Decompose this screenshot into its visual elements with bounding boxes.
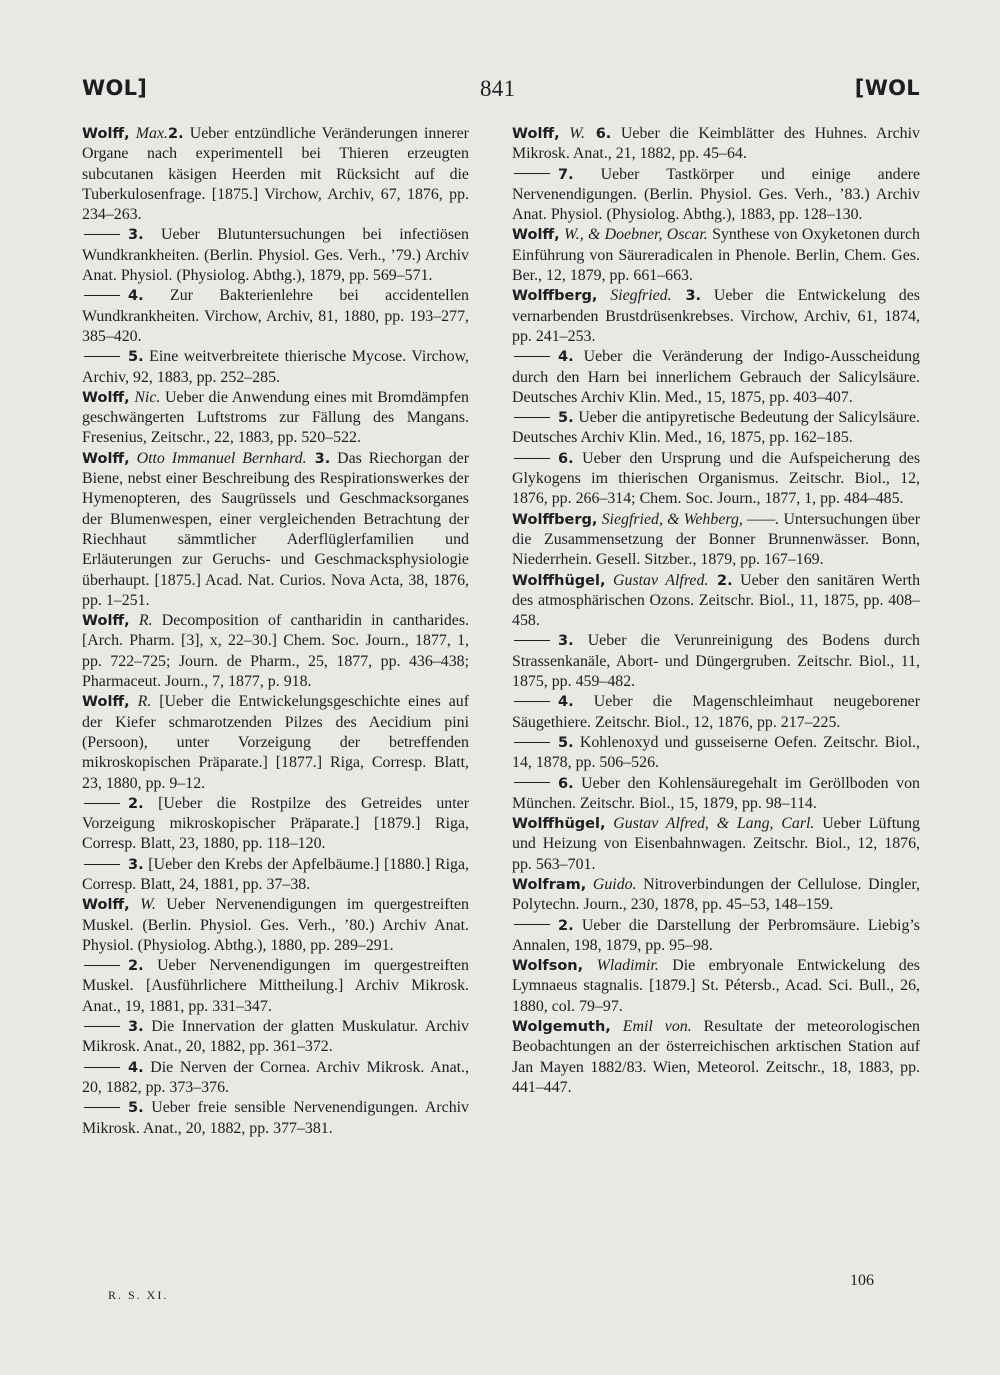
entry-text: Ueber Tastkörper und einige andere Nervenendigungen. (Berlin. Physiol. Ges. Verh., ’83.) Archiv Anat. Physiol. (Physiolog. Abthg.), 1883, pp. 128–130. (512, 165, 920, 224)
entry-author-forename: Guido. (586, 875, 637, 893)
ditto-rule (514, 458, 550, 459)
entry-text: [Ueber die Rostpilze des Getreides unter Vorzeigung mikroskopischer Präparate.] [1879.] Riga, Corresp. Blatt, 23, 1880, pp. 118–120. (82, 794, 469, 853)
entry-text: Ueber den sanitären Werth des atmosphärischen Ozons. Zeitschr. Biol., 11, 1875, pp. 408–458. (512, 571, 921, 630)
bibliography-entry (512, 692, 920, 733)
right-column (512, 124, 920, 1098)
page-number: 841 (480, 76, 516, 101)
bibliography-entry (82, 611, 469, 692)
entry-text: Ueber den Kohlensäuregehalt im Geröllboden von München. Zeitschr. Biol., 15, 1879, pp. 98–114. (512, 774, 920, 812)
entry-number: 7. (558, 166, 574, 183)
entry-number: 3. (306, 450, 331, 467)
bibliography-entry (82, 692, 469, 793)
entry-text: Ueber die Verunreinigung des Bodens durch Strassenkanäle, Abort- und Düngergruben. Zeitschr. Biol., 11, 1875, pp. 459–482. (512, 632, 920, 691)
entry-text: Nitroverbindungen der Cellulose. Dingler, Polytechn. Journ., 230, 1878, pp. 45–53, 148–159. (512, 875, 920, 914)
bibliography-entry (82, 1017, 469, 1058)
entry-author: Wolgemuth, (512, 1019, 611, 1036)
entry-number: 2. (558, 917, 574, 934)
bibliography-entry (82, 449, 469, 611)
entry-author: Wolff, (82, 694, 130, 711)
entry-author: Wolffberg, (512, 511, 598, 528)
ditto-rule (84, 1026, 120, 1027)
bibliography-entry (82, 1058, 469, 1099)
entry-author: Wolff, (82, 126, 130, 142)
entry-number: 2. (128, 958, 144, 975)
bibliography-entry (82, 225, 469, 286)
entry-text: Zur Bakterienlehre bei accidentellen Wundkrankheiten. Virchow, Archiv, 81, 1880, pp. 193–277, 385–420. (82, 287, 469, 345)
signature-mark: R. S. XI. (108, 1288, 169, 1302)
bibliography-entry (82, 124, 469, 225)
entry-author-forename: Otto Immanuel Bernhard. (129, 449, 307, 467)
bibliography-entry (512, 733, 920, 774)
bibliography-entry (512, 1017, 920, 1098)
bibliography-entry (82, 388, 469, 449)
bibliography-entry (82, 286, 469, 347)
entry-text: Ueber die antipyretische Bedeutung der Salicylsäure. Deutsches Archiv Klin. Med., 16, 1875, pp. 162–185. (512, 409, 920, 447)
sheet-number: 106 (850, 1272, 874, 1289)
entry-author-forename: Wladimir. (583, 957, 659, 975)
entry-author: Wolff, (512, 126, 560, 142)
entry-author: Wolfram, (512, 876, 587, 893)
bibliography-entry (512, 631, 920, 692)
ditto-rule (84, 864, 120, 865)
entry-author: Wolff, (82, 389, 130, 406)
ditto-rule (84, 803, 120, 804)
entry-text: Die embryonale Entwickelung des Lymnaeus stagnalis. [1879.] St. Pétersb., Acad. Sci. Bull., 26, 1880, col. 79–97. (512, 957, 920, 1015)
ditto-rule (84, 234, 120, 235)
entry-author-forename: Max. (129, 125, 168, 142)
entry-text: Ueber Blutuntersuchungen bei infectiösen Wundkrankheiten. (Berlin. Physiol. Ges. Verh., ’79.) Archiv Anat. Physiol. (Physiolog. Abthg.), 1879, pp. 569–571. (82, 226, 469, 285)
ditto-rule (514, 701, 550, 702)
entry-number: 4. (128, 1059, 144, 1076)
ditto-rule (84, 295, 120, 296)
bibliography-entry (512, 814, 920, 875)
entry-text: [Ueber die Entwickelungsgeschichte eines auf der Kiefer schmarotzenden Pilzes des Aecidium pini (Persoon), unter Vorzeigung der betreffenden mikroskopischen Präparate.] [1877.] Riga, Corresp. Blatt, 23, 1880, pp. 9–12. (82, 693, 469, 792)
entry-number: 3. (128, 227, 144, 244)
ditto-rule (514, 356, 550, 357)
entry-text: [Ueber den Krebs der Apfelbäume.] [1880.] Riga, Corresp. Blatt, 24, 1881, pp. 37–38. (82, 855, 469, 893)
ditto-rule (84, 965, 120, 966)
entry-number: 5. (558, 410, 574, 427)
entry-author: Wolff, (82, 897, 130, 914)
entry-author-forename: Nic. (129, 388, 161, 406)
entry-text: Ueber die Anwendung eines mit Bromdämpfen geschwängerten Luftstroms zur Fällung des Mangans. Fresenius, Zeitschr., 22, 1883, pp. 520–522. (82, 388, 469, 447)
entry-number: 5. (128, 349, 144, 366)
entry-author: Wolffhügel, (512, 572, 606, 589)
entry-number: 2. (168, 126, 184, 142)
bibliography-entry (82, 794, 469, 855)
entry-number: 5. (558, 734, 574, 751)
bibliography-entry (512, 225, 920, 286)
entry-text: Ueber die Veränderung der Indigo-Ausscheidung durch den Harn bei innerlichem Gebrauch der Salicylsäure. Deutsches Archiv Klin. Med., 15, 1875, pp. 403–407. (512, 348, 920, 406)
entry-text: Ueber entzündliche Veränderungen innerer Organe nach experimentell bei Thieren erzeugten subcutanen käsigen Heerden mit Rücksicht auf die Tuberkulosenfrage. [1875.] Virchow, Archiv, 67, 1876, pp. 234–263. (82, 125, 469, 224)
bibliography-entry (512, 347, 920, 408)
entry-author: Wolff, (512, 227, 560, 244)
entry-author-forename: W. (559, 125, 586, 142)
entry-number: 6. (585, 126, 612, 142)
entry-text: Ueber den Ursprung und die Aufspeicherung des Glykogens im thierischen Organismus. Zeitschr. Biol., 12, 1876, pp. 266–314; Chem. Soc. Journ., 1877, 1, pp. 484–485. (512, 449, 920, 508)
entry-text: Ueber freie sensible Nervenendigungen. Archiv Mikrosk. Anat., 20, 1882, pp. 377–381. (82, 1099, 469, 1137)
ditto-rule (514, 417, 550, 418)
ditto-rule (514, 173, 550, 174)
entry-author-forename: R. (129, 612, 153, 630)
entry-author-forename: Gustav Alfred. (605, 571, 709, 589)
entry-author-forename: W. (129, 896, 156, 914)
entry-text: Ueber Nervenendigungen im quergestreiften Muskel. [Ausführlichere Mittheilung.] Archiv Mikrosk. Anat., 19, 1881, pp. 331–347. (82, 957, 469, 1015)
bibliography-entry (82, 956, 469, 1017)
entry-text: Ueber die Keimblätter des Huhnes. Archiv Mikrosk. Anat., 21, 1882, pp. 45–64. (512, 125, 920, 163)
entry-text: Decomposition of cantharidin in cantharides. [Arch. Pharm. [3], x, 22–30.] Chem. Soc. Journ., 1877, 1, pp. 722–725; Journ. de Pharm., 25, 1877, pp. 436–438; Pharmaceut. Journ., 7, 1877, p. 918. (82, 612, 469, 691)
bibliography-entry (512, 956, 920, 1017)
entry-text: Das Riechorgan der Biene, nebst einer Beschreibung des Respirationswerkes der Hymenopteren, des Saugrüssels und Geschmacksorganes der Blumenwespen, einer vergleichenden Betrachtung der Riechhaut sämmtlicher Aderflüglerfamilien und Erläuterungen zur Geruchs- und Geschmacksphysiologie überhaupt. [1875.] Acad. Nat. Curios. Nova Acta, 38, 1876, pp. 1–251. (82, 449, 469, 609)
entry-text: Kohlenoxyd und gusseiserne Oefen. Zeitschr. Biol., 14, 1878, pp. 506–526. (512, 733, 920, 772)
entry-number: 6. (558, 450, 574, 467)
entry-text: Resultate der meteorologischen Beobachtungen an der österreichischen arktischen Station auf Jan Mayen 1882/83. Wien, Meteorol. Zeitschr., 18, 1883, pp. 441–447. (512, 1018, 920, 1096)
entry-number: 4. (558, 349, 574, 366)
entry-author-forename: R. (129, 693, 152, 711)
entry-author: Wolfson, (512, 958, 584, 975)
entry-text: Die Nerven der Cornea. Archiv Mikrosk. Anat., 20, 1882, pp. 373–376. (82, 1058, 469, 1096)
entry-text: Eine weitverbreitete thierische Mycose. Virchow, Archiv, 92, 1883, pp. 252–285. (82, 348, 469, 386)
entry-author-forename: Gustav Alfred, & Lang, Carl. (605, 815, 815, 833)
entry-number: 4. (558, 694, 574, 711)
ditto-rule (514, 924, 550, 925)
bibliography-entry (512, 124, 920, 165)
entry-author: Wolffberg, (512, 288, 598, 305)
bibliography-entry (512, 449, 920, 510)
entry-author: Wolff, (82, 450, 130, 467)
entry-number: 2. (708, 572, 733, 589)
bibliography-entry (82, 1098, 469, 1139)
entry-number: 5. (128, 1100, 144, 1117)
ditto-rule (84, 356, 120, 357)
bibliography-entry (82, 347, 469, 388)
entry-author-forename: W., & Doebner, Oscar. (559, 226, 708, 244)
ditto-rule (84, 1107, 120, 1108)
left-column (82, 124, 469, 1139)
entry-text: Die Innervation der glatten Muskulatur. Archiv Mikrosk. Anat., 20, 1882, pp. 361–372. (82, 1018, 469, 1056)
entry-text: Ueber die Entwickelung des vernarbenden Brustdrüsenkrebses. Virchow, Archiv, 61, 1874, pp. 241–253. (512, 287, 920, 345)
ditto-rule (514, 640, 550, 641)
running-head-left: WOL] (82, 76, 148, 100)
entry-number: 3. (128, 856, 144, 873)
bibliography-entry (82, 895, 469, 956)
ditto-rule (84, 1067, 120, 1068)
entry-number: 2. (128, 795, 144, 812)
entry-text: Ueber die Magenschleimhaut neugeborener Säugethiere. Zeitschr. Biol., 12, 1876, pp. 217–225. (512, 693, 920, 731)
bibliography-entry (512, 408, 920, 449)
entry-text: Untersuchungen über die Zusammensetzung der Bonner Brunnenwässer. Bonn, Niederrhein. Gesell. Sitzber., 1879, pp. 167–169. (512, 510, 920, 569)
bibliography-entry (512, 916, 920, 957)
entry-text: Ueber Nervenendigungen im quergestreiften Muskel. (Berlin. Physiol. Ges. Verh., ’80.) Archiv Anat. Physiol. (Physiolog. Abthg.), 1880, pp. 289–291. (82, 896, 469, 954)
running-head-right: [WOL (854, 76, 920, 100)
entry-author-forename: Siegfried. (597, 287, 672, 305)
entry-number: 3. (558, 633, 574, 650)
bibliography-entry (512, 571, 920, 632)
entry-text: Ueber Lüftung und Heizung von Eisenbahnwagen. Zeitschr. Biol., 12, 1876, pp. 563–701. (512, 815, 920, 873)
ditto-rule (514, 742, 550, 743)
entry-author: Wolffhügel, (512, 816, 606, 833)
entry-number: 3. (671, 288, 702, 305)
bibliography-entry (512, 774, 920, 815)
entry-number: 4. (128, 288, 144, 305)
entry-number: 3. (128, 1019, 144, 1036)
entry-number: 6. (558, 775, 574, 792)
entry-text: Synthese von Oxyketonen durch Einführung von Säureradicalen in Phenole. Berlin, Chem. Ges. Ber., 12, 1879, pp. 661–663. (512, 226, 920, 285)
bibliography-entry (512, 510, 920, 571)
bibliography-entry (512, 286, 920, 347)
bibliography-entry (512, 875, 920, 916)
entry-text: Ueber die Darstellung der Perbromsäure. Liebig’s Annalen, 198, 1879, pp. 95–98. (512, 916, 920, 954)
ditto-rule (514, 782, 550, 783)
bibliography-entry (82, 855, 469, 896)
entry-author-forename: Siegfried, & Wehberg, ——. (597, 510, 780, 528)
entry-author: Wolff, (82, 613, 130, 630)
bibliography-entry (512, 165, 920, 226)
entry-author-forename: Emil von. (610, 1018, 692, 1036)
